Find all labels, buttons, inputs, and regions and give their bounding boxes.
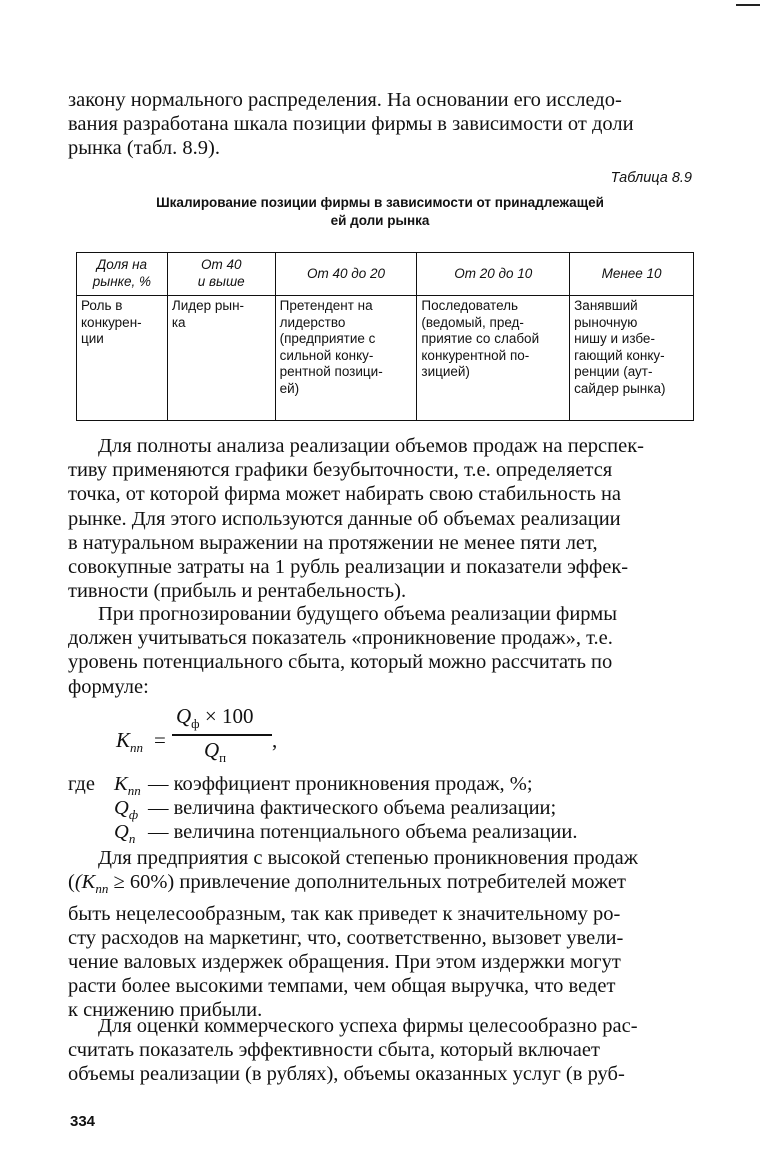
text-line: Для полноты анализа реализации объемов продаж на перспек- bbox=[98, 435, 645, 457]
text-line: тивности (прибыль и рентабельность). bbox=[68, 580, 407, 603]
cell-challenger: Претендент на лидерство (предприятие с сильной конку- рентной позици- ей) bbox=[275, 296, 417, 421]
header-40-plus: От 40 и выше bbox=[167, 253, 275, 296]
text-line: Для оценки коммерческого успеха фирмы целесообразно рас- bbox=[98, 1015, 638, 1037]
table-title-line: Шкалирование позиции фирмы в зависимости от принадлежащей bbox=[156, 195, 604, 210]
table-number: Таблица 8.9 bbox=[610, 170, 692, 186]
header-40-20: От 40 до 20 bbox=[275, 253, 417, 296]
formula-lhs: $K_{пп}$ bbox=[116, 728, 144, 756]
fraction-bar bbox=[172, 734, 272, 736]
text-line: ($(K_{пп} \ge 60\%)$ привлечение дополнительных потребителей может bbox=[68, 871, 626, 897]
definitions-list bbox=[68, 772, 692, 847]
text-line: При прогнозировании будущего объема реализации фирмы bbox=[98, 603, 617, 625]
table-header-row bbox=[77, 253, 694, 296]
definition-row: $Q_ф$ — величина фактического объема реализации; bbox=[114, 797, 557, 823]
formula-denominator: $Q_п$ bbox=[204, 738, 227, 766]
text-line: чение валовых издержек обращения. При этом издержки могут bbox=[68, 950, 621, 973]
text-line: формуле: bbox=[68, 675, 149, 698]
text-line: к снижению прибыли. bbox=[68, 999, 263, 1022]
paragraph-breakeven bbox=[68, 434, 692, 603]
text-line: считать показатель эффективности сбыта, который включает bbox=[68, 1039, 600, 1062]
penetration-formula bbox=[116, 704, 316, 774]
page-number: 334 bbox=[70, 1113, 96, 1130]
table-title bbox=[68, 194, 692, 230]
table-row bbox=[77, 296, 694, 421]
definition-row: $Q_п$ — величина потенциального объема реализации. bbox=[114, 821, 578, 847]
text-line: расти более высокими темпами, чем общая выручка, что ведет bbox=[68, 975, 616, 998]
header-less-10: Менее 10 bbox=[570, 253, 694, 296]
text-line: должен учитываться показатель «проникновение продаж», т.е. bbox=[68, 627, 613, 650]
text-line: рынке. Для этого используются данные об объемах реализации bbox=[68, 507, 621, 530]
text-line: вания разработана шкала позиции фирмы в зависимости от доли bbox=[68, 113, 634, 136]
formula-numerator: $Q_ф \times 100$ bbox=[176, 704, 254, 732]
intro-paragraph bbox=[68, 88, 692, 161]
formula-equals: = bbox=[154, 728, 166, 752]
text-line: тиву применяются графики безубыточности, т.е. определяется bbox=[68, 459, 613, 482]
cell-role: Роль в конкурен- ции bbox=[77, 296, 168, 421]
table-title-line: ей доли рынка bbox=[330, 213, 430, 228]
paragraph-efficiency bbox=[68, 1014, 692, 1087]
paragraph-high-penetration bbox=[68, 846, 692, 1023]
text-line: в натуральном выражении на протяжении не менее пяти лет, bbox=[68, 531, 598, 554]
formula-comma: , bbox=[272, 728, 278, 752]
text-line: быть нецелесообразным, так как приведет к значительному ро- bbox=[68, 902, 621, 925]
text-line: объемы реализации (в рублях), объемы оказанных услуг (в руб- bbox=[68, 1063, 625, 1086]
cell-follower: Последователь (ведомый, пред- приятие со слабой конкурентной по- зицией) bbox=[417, 296, 570, 421]
paragraph-forecast bbox=[68, 602, 692, 699]
page-edge-mark bbox=[736, 4, 760, 6]
header-share: Доля на рынке, % bbox=[77, 253, 168, 296]
market-share-table bbox=[76, 252, 694, 421]
cell-nicher: Занявший рыночную нишу и избе- гающий конку- ренции (аут- сайдер рынка) bbox=[570, 296, 694, 421]
text-line: Для предприятия с высокой степенью проникновения продаж bbox=[98, 847, 638, 869]
definition-row: где $K_{пп}$ — коэффициент проникновения продаж, %; bbox=[68, 773, 533, 799]
text-line: уровень потенциального сбыта, который можно рассчитать по bbox=[68, 651, 613, 674]
text-line: закону нормального распределения. На основании его исследо- bbox=[68, 89, 622, 111]
text-line: сту расходов на маркетинг, что, соответственно, вызовет увели- bbox=[68, 926, 624, 949]
cell-leader: Лидер рын- ка bbox=[167, 296, 275, 421]
header-20-10: От 20 до 10 bbox=[417, 253, 570, 296]
text-line: точка, от которой фирма может набирать свою стабильность на bbox=[68, 483, 622, 506]
text-line: совокупные затраты на 1 рубль реализации и показатели эффек- bbox=[68, 556, 629, 579]
text-line: рынка (табл. 8.9). bbox=[68, 137, 220, 160]
